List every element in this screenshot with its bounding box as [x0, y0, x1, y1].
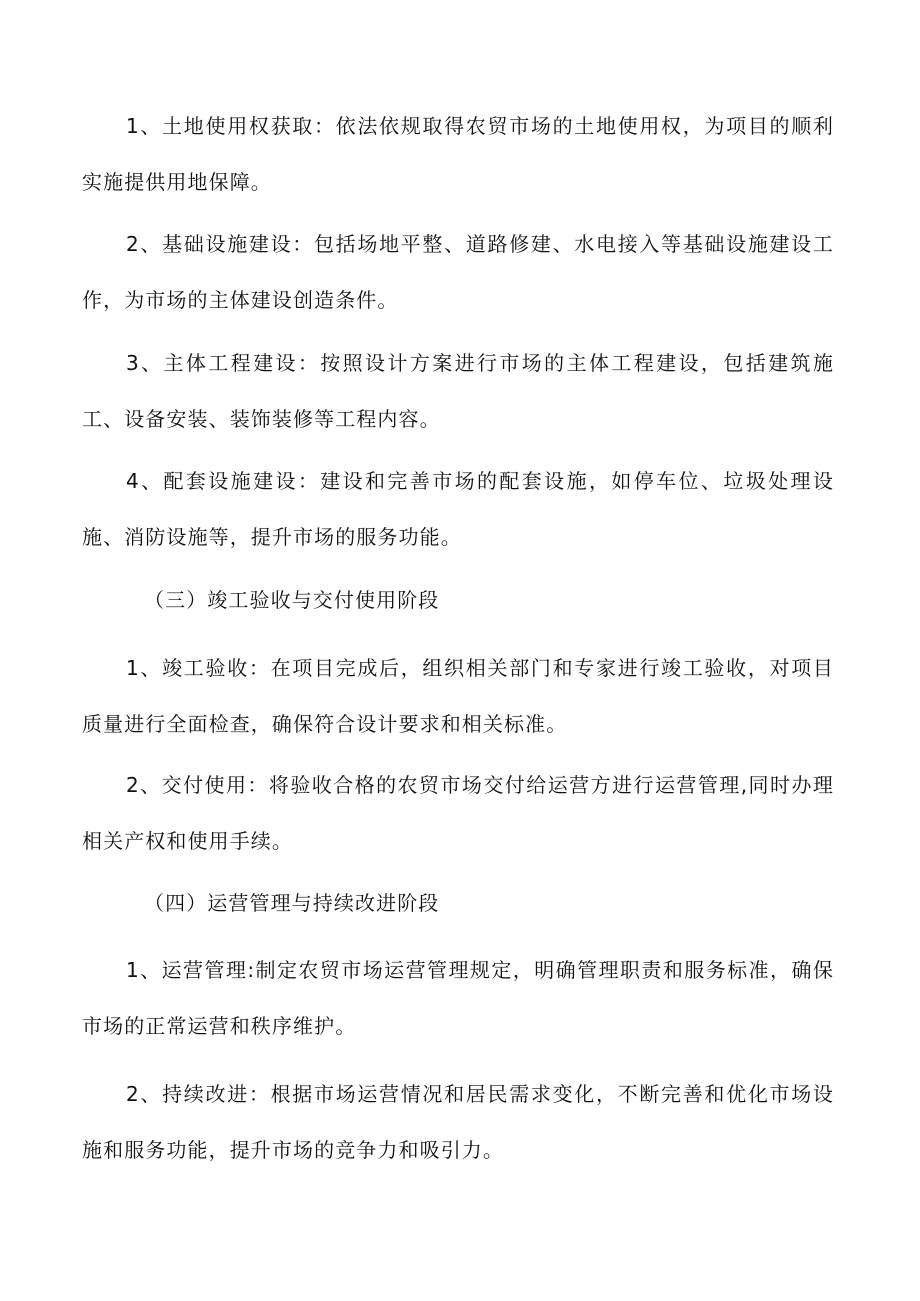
- paragraph-completion-acceptance: 1、竣工验收：在项目完成后，组织相关部门和专家进行竣工验收，对项目质量进行全面检查，确保符合设计要求和相关标准。: [82, 656, 834, 736]
- paragraph-operation-management: 1、运营管理:制定农贸市场运营管理规定，明确管理职责和服务标准，确保市场的正常运营和秩序维护。: [82, 958, 834, 1038]
- paragraph-delivery: 2、交付使用：将验收合格的农贸市场交付给运营方进行运营管理,同时办理相关产权和使用手续。: [82, 773, 834, 853]
- paragraph-supporting-facilities: 4、配套设施建设：建设和完善市场的配套设施，如停车位、垃圾处理设施、消防设施等，提升市场的服务功能。: [82, 469, 834, 549]
- section-heading-acceptance: （三）竣工验收与交付使用阶段: [144, 588, 440, 612]
- paragraph-main-construction: 3、主体工程建设：按照设计方案进行市场的主体工程建设，包括建筑施工、设备安装、装饰装修等工程内容。: [82, 351, 834, 431]
- paragraph-continuous-improvement: 2、持续改进：根据市场运营情况和居民需求变化，不断完善和优化市场设施和服务功能，提升市场的竞争力和吸引力。: [82, 1082, 834, 1162]
- section-heading-operations: （四）运营管理与持续改进阶段: [144, 891, 440, 915]
- paragraph-land-use-rights: 1、土地使用权获取：依法依规取得农贸市场的土地使用权，为项目的顺利实施提供用地保障。: [82, 114, 834, 194]
- paragraph-infrastructure: 2、基础设施建设：包括场地平整、道路修建、水电接入等基础设施建设工作，为市场的主体建设创造条件。: [82, 232, 834, 312]
